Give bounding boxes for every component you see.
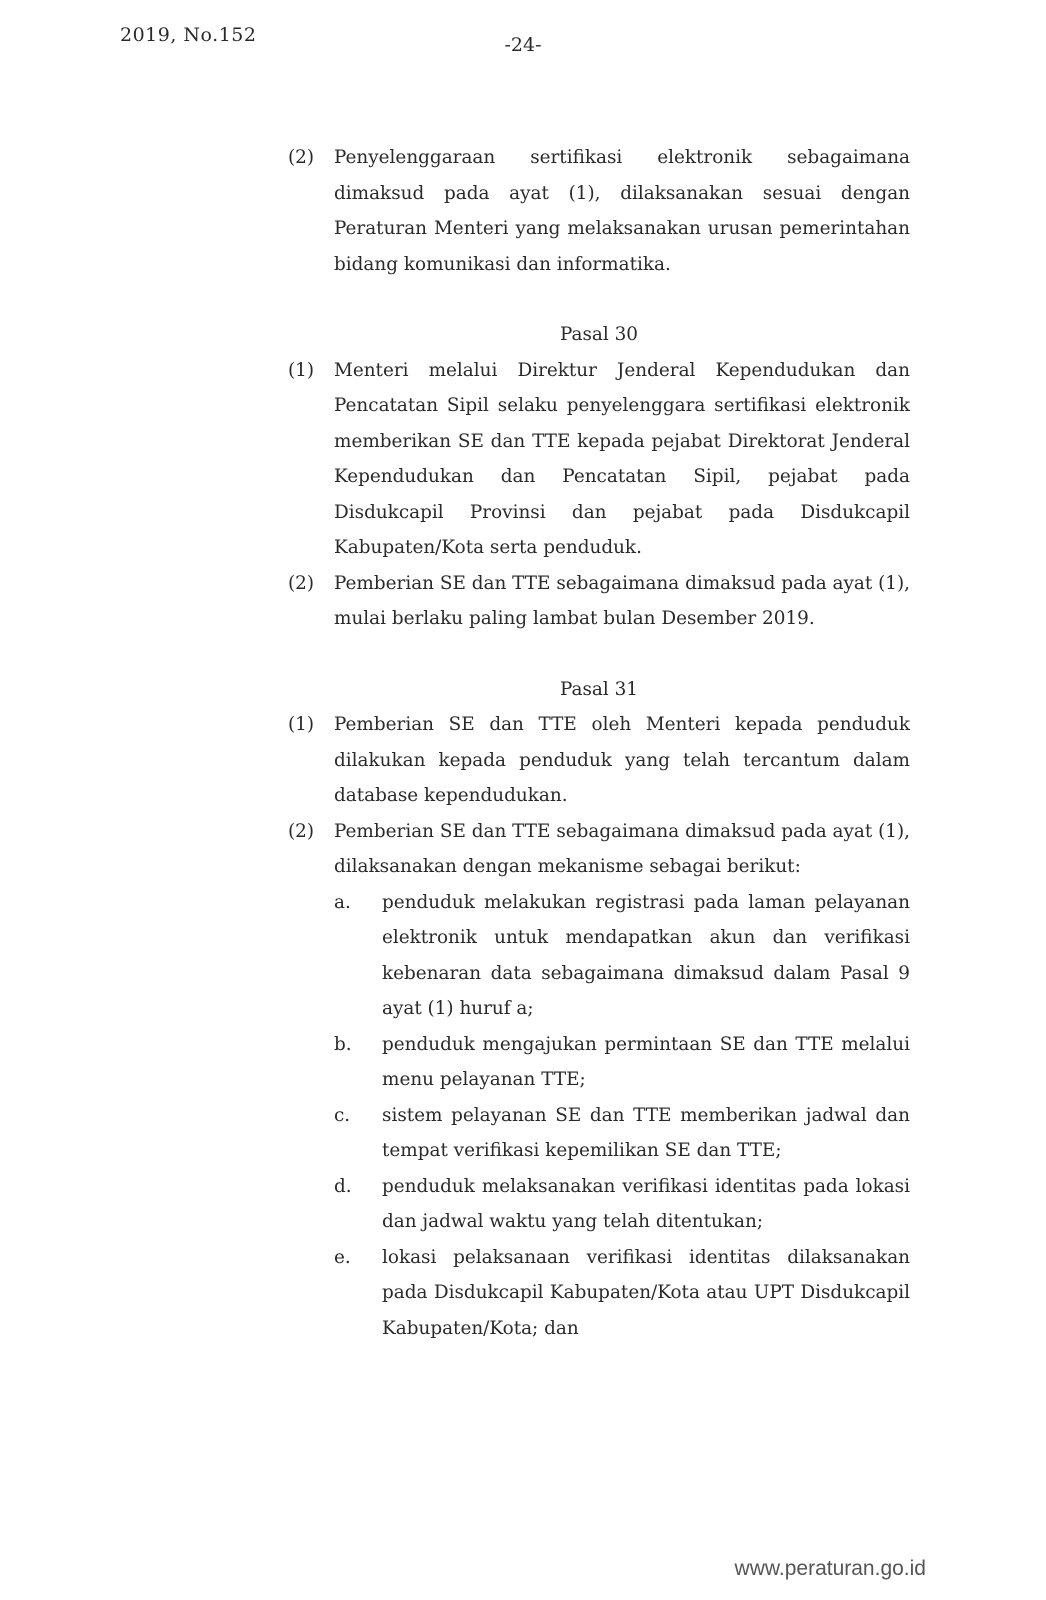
document-body <box>288 140 910 1346</box>
item-number: (1) <box>288 359 315 381</box>
item-number: (2) <box>288 572 315 594</box>
pasal-31-heading: Pasal 31 <box>559 678 639 700</box>
pasal-31-subitem <box>334 1027 910 1098</box>
item-text: Pemberian SE dan TTE oleh Menteri kepada penduduk dilakukan kepada penduduk yang telah tercantum dalam database kependudukan. <box>334 714 910 806</box>
intro-item <box>288 140 910 282</box>
subitem-letter: d. <box>334 1175 352 1197</box>
item-text: Penyelenggaraan sertifikasi elektronik sebagaimana dimaksud pada ayat (1), dilaksanakan sesuai dengan Peraturan Menteri yang melaksanakan urusan pemerintahan bidang komunikasi dan informatika. <box>334 147 910 275</box>
subitem-letter: e. <box>334 1246 351 1268</box>
pasal-31-subitem <box>334 1098 910 1169</box>
item-text: Menteri melalui Direktur Jenderal Kependudukan dan Pencatatan Sipil selaku penyelenggara sertifikasi elektronik memberikan SE dan TTE kepada pejabat Direktorat Jenderal Kependudukan dan Pencatatan Sipil, pejabat pada Disdukcapil Provinsi dan pejabat pada Disdukcapil Kabupaten/Kota serta penduduk. <box>334 359 910 558</box>
document-reference: 2019, No.152 <box>120 24 257 46</box>
subitem-text: penduduk melakukan registrasi pada laman pelayanan elektronik untuk mendapatkan akun dan verifikasi kebenaran data sebagaimana dimaksud dalam Pasal 9 ayat (1) huruf a; <box>382 891 910 1019</box>
pasal-31-item <box>288 814 910 885</box>
subitem-text: sistem pelayanan SE dan TTE memberikan jadwal dan tempat verifikasi kepemilikan SE dan TTE; <box>382 1104 910 1161</box>
page-number: -24- <box>504 34 542 56</box>
item-number: (2) <box>288 147 315 168</box>
item-text: Pemberian SE dan TTE sebagaimana dimaksud pada ayat (1), mulai berlaku paling lambat bulan Desember 2019. <box>334 572 910 629</box>
subitem-letter: a. <box>334 891 351 913</box>
subitem-text: lokasi pelaksanaan verifikasi identitas dilaksanakan pada Disdukcapil Kabupaten/Kota atau UPT Disdukcapil Kabupaten/Kota; dan <box>382 1246 910 1339</box>
pasal-30-item <box>288 566 910 637</box>
pasal-31-item <box>288 707 910 814</box>
pasal-31-subitem <box>334 1240 910 1347</box>
pasal-30-item <box>288 353 910 566</box>
pasal-31-subitem <box>334 885 910 1027</box>
item-number: (2) <box>288 820 315 842</box>
pasal-30-heading: Pasal 30 <box>559 324 639 345</box>
subitem-letter: b. <box>334 1033 352 1055</box>
item-number: (1) <box>288 714 315 735</box>
subitem-text: penduduk mengajukan permintaan SE dan TTE melalui menu pelayanan TTE; <box>382 1033 910 1090</box>
footer-website-link[interactable]: www.peraturan.go.id <box>734 1557 926 1580</box>
subitem-text: penduduk melaksanakan verifikasi identitas pada lokasi dan jadwal waktu yang telah ditentukan; <box>382 1175 910 1232</box>
item-text: Pemberian SE dan TTE sebagaimana dimaksud pada ayat (1), dilaksanakan dengan mekanisme sebagai berikut: <box>334 820 910 877</box>
pasal-31-subitem <box>334 1169 910 1240</box>
subitem-letter: c. <box>334 1104 351 1126</box>
